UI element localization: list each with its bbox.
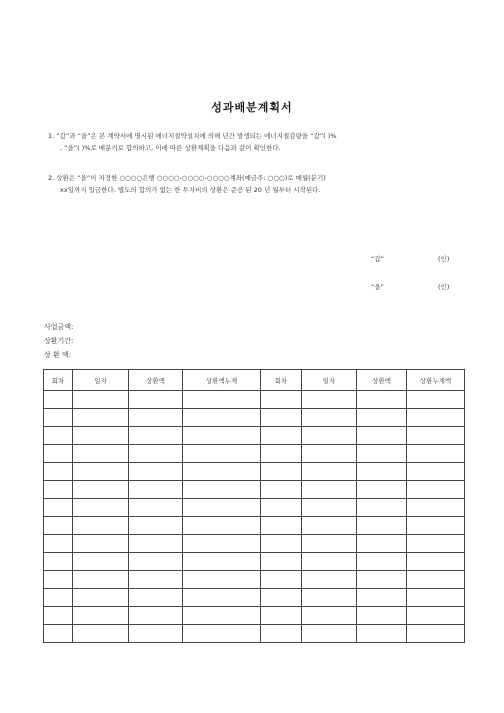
table-cell: [44, 499, 73, 517]
paragraph-1-line-1: 1. “갑”과 “을”은 본 계약서에 명시된 에너지절약설치에 의해 년간 발생되는 에너지절감량을 “갑”( )%: [48, 132, 337, 140]
table-cell: [44, 625, 73, 643]
table-cell: [407, 445, 465, 463]
table-row: [44, 445, 465, 463]
table-cell: [44, 589, 73, 607]
table-cell: [73, 445, 129, 463]
table-cell: [183, 589, 261, 607]
document-title: 성과배분계획서: [211, 101, 293, 114]
repayment-schedule-table: [43, 369, 465, 643]
table-cell: [44, 463, 73, 481]
table-cell: [183, 571, 261, 589]
paragraph-2-line-1: 2. 상환은 “을”이 지정한 ○○○○은행 ○○○○-○○○○-○○○○계좌(예금주: ○○○)로 매월(분기): [48, 174, 326, 182]
table-cell: [261, 445, 302, 463]
table-cell: [73, 409, 129, 427]
table-row: [44, 499, 465, 517]
header-repayment-2: 상환액: [357, 370, 407, 391]
table-cell: [357, 409, 407, 427]
table-cell: [407, 427, 465, 445]
table-cell: [357, 463, 407, 481]
table-cell: [407, 589, 465, 607]
paragraph-1: [48, 130, 468, 154]
table-cell: [302, 481, 357, 499]
table-cell: [302, 499, 357, 517]
header-round-2: 회차: [261, 370, 302, 391]
table-row: [44, 589, 465, 607]
table-cell: [261, 589, 302, 607]
table-cell: [44, 481, 73, 499]
table-cell: [302, 553, 357, 571]
table-cell: [73, 589, 129, 607]
table-cell: [407, 571, 465, 589]
table-cell: [407, 553, 465, 571]
table-cell: [73, 607, 129, 625]
table-cell: [357, 607, 407, 625]
table-cell: [73, 463, 129, 481]
paragraph-2: [48, 172, 468, 196]
table-cell: [129, 391, 183, 409]
table-row: [44, 517, 465, 535]
table-cell: [261, 463, 302, 481]
table-cell: [183, 445, 261, 463]
table-cell: [44, 391, 73, 409]
table-cell: [261, 607, 302, 625]
table-cell: [73, 535, 129, 553]
table-row: [44, 463, 465, 481]
table-cell: [407, 409, 465, 427]
header-round-1: 회차: [44, 370, 73, 391]
table-cell: [129, 589, 183, 607]
table-cell: [183, 517, 261, 535]
table-cell: [129, 625, 183, 643]
table-cell: [73, 553, 129, 571]
table-cell: [261, 571, 302, 589]
table-cell: [44, 571, 73, 589]
table-cell: [302, 571, 357, 589]
signature-party-b-label: “을”: [371, 283, 385, 291]
table-cell: [129, 427, 183, 445]
table-cell: [73, 499, 129, 517]
table-cell: [407, 499, 465, 517]
paragraph-1-line-2: , “을”( )%로 배분키로 합의하고, 이에 따른 상환계획을 다음과 같이 확인한다.: [60, 144, 281, 152]
table-cell: [261, 517, 302, 535]
table-cell: [261, 499, 302, 517]
repayment-period-label: 상환기간:: [44, 337, 74, 345]
table-cell: [261, 481, 302, 499]
table-cell: [407, 607, 465, 625]
table-cell: [129, 607, 183, 625]
table-cell: [183, 625, 261, 643]
table-cell: [73, 517, 129, 535]
table-cell: [407, 517, 465, 535]
table-cell: [183, 409, 261, 427]
table-cell: [357, 535, 407, 553]
table-cell: [357, 391, 407, 409]
table-cell: [302, 535, 357, 553]
signature-party-a-seal: (인): [438, 255, 450, 263]
table-cell: [183, 463, 261, 481]
table-cell: [302, 517, 357, 535]
table-row: [44, 607, 465, 625]
table-cell: [44, 427, 73, 445]
signature-party-b-seal: (인): [438, 283, 450, 291]
table-cell: [129, 517, 183, 535]
table-cell: [407, 391, 465, 409]
business-amount-label: 사업금액:: [44, 323, 74, 331]
table-cell: [407, 481, 465, 499]
table-cell: [261, 391, 302, 409]
table-cell: [183, 553, 261, 571]
table-cell: [261, 553, 302, 571]
table-cell: [261, 535, 302, 553]
table-cell: [129, 553, 183, 571]
table-cell: [44, 517, 73, 535]
table-cell: [44, 409, 73, 427]
table-cell: [407, 463, 465, 481]
table-cell: [302, 589, 357, 607]
table-row: [44, 481, 465, 499]
header-cumulative-1: 상환액누계: [183, 370, 261, 391]
table-cell: [129, 463, 183, 481]
table-cell: [44, 535, 73, 553]
table-cell: [73, 625, 129, 643]
paragraph-2-line-2: xx일까지 입금한다. 별도의 합의가 없는 한 투자비의 상환은 준공 된 20 년 월부터 시작된다.: [60, 186, 321, 194]
table-cell: [302, 391, 357, 409]
table-cell: [44, 445, 73, 463]
table-cell: [129, 571, 183, 589]
table-cell: [302, 427, 357, 445]
table-header-row: [44, 370, 465, 391]
table-row: [44, 535, 465, 553]
signature-party-a-label: “갑”: [371, 255, 385, 263]
table-cell: [183, 499, 261, 517]
table-cell: [73, 391, 129, 409]
table-row: [44, 553, 465, 571]
table-cell: [129, 445, 183, 463]
table-cell: [302, 445, 357, 463]
repayment-amount-label: 상 환 액:: [44, 351, 72, 359]
table-cell: [357, 625, 407, 643]
table-cell: [73, 571, 129, 589]
table-cell: [129, 481, 183, 499]
table-cell: [129, 409, 183, 427]
table-cell: [357, 553, 407, 571]
table-cell: [183, 535, 261, 553]
table-cell: [183, 607, 261, 625]
table-row: [44, 409, 465, 427]
table-cell: [357, 481, 407, 499]
table-row: [44, 625, 465, 643]
header-repayment-1: 상환액: [129, 370, 183, 391]
table-cell: [44, 607, 73, 625]
table-row: [44, 391, 465, 409]
table-cell: [183, 427, 261, 445]
table-cell: [357, 517, 407, 535]
table-cell: [357, 571, 407, 589]
table-cell: [302, 463, 357, 481]
table-cell: [407, 625, 465, 643]
table-cell: [357, 499, 407, 517]
header-date-1: 일자: [73, 370, 129, 391]
table-cell: [407, 535, 465, 553]
table-cell: [302, 409, 357, 427]
table-cell: [261, 409, 302, 427]
table-cell: [261, 427, 302, 445]
header-date-2: 일자: [302, 370, 357, 391]
table-cell: [73, 481, 129, 499]
table-cell: [183, 481, 261, 499]
header-cumulative-2: 상환누계액: [407, 370, 465, 391]
table-cell: [357, 445, 407, 463]
table-cell: [44, 553, 73, 571]
table-row: [44, 571, 465, 589]
table-cell: [261, 625, 302, 643]
table-cell: [129, 499, 183, 517]
table-cell: [357, 589, 407, 607]
table-row: [44, 427, 465, 445]
table-cell: [129, 535, 183, 553]
table-cell: [302, 625, 357, 643]
table-cell: [302, 607, 357, 625]
table-cell: [357, 427, 407, 445]
table-cell: [183, 391, 261, 409]
table-cell: [73, 427, 129, 445]
